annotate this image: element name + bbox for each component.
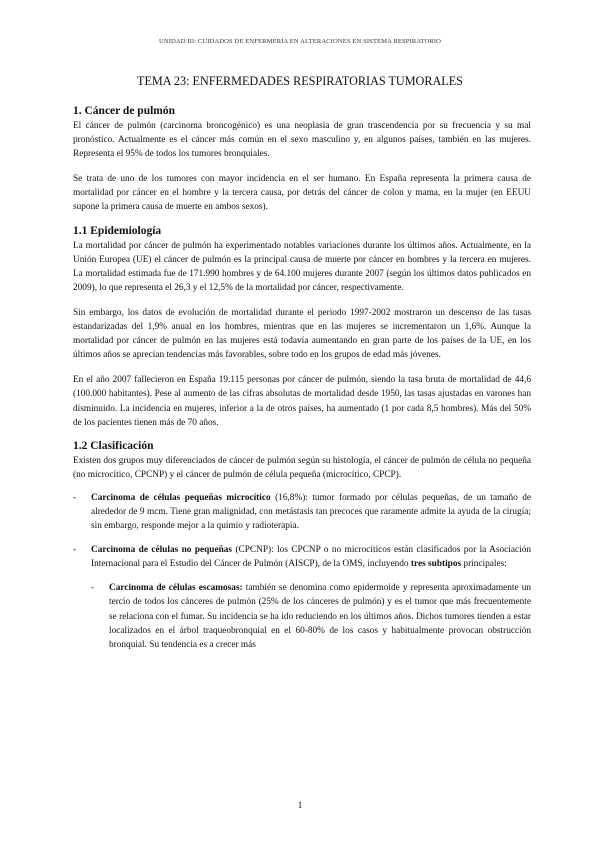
section-1-2-heading: 1.2 Clasificación — [73, 439, 154, 452]
classification-list — [73, 491, 531, 652]
sub-list-item-term: Carcinoma de células escamosas: — [109, 583, 243, 594]
list-item-description: (16,8%): tumor formado por células pequeñas, de un tamaño de alrededor de 9 mcm. Tiene gran malignidad, con metástasis tan precoces que raramente admite la ayuda de la cirugía; sin embargo, responde mejor a la quimio y radioterapia. — [91, 492, 531, 532]
list-item-emphasis: tres subtipos — [410, 559, 462, 570]
page-number: 1 — [297, 801, 303, 811]
sub-list-item — [91, 581, 531, 651]
list-item — [73, 543, 531, 571]
running-header: UNIDAD III: CUIDADOS DE ENFERMERÍA EN ALTERACIONES EN SISTEMA RESPIRATORIO — [159, 38, 441, 45]
section-1-1-paragraph-3: En el año 2007 fallecieron en España 19.115 personas por cáncer de pulmón, siendo la tasa bruta de mortalidad de 44,6 (100.000 habitantes). Pese al aumento de las cifras absolutas de mortalidad desde 1950, las tasas ajustadas en varones han disminuido. La incidencia en mujeres, inferior a la de otros países, ha aumentado (1 por cada 8,5 hombres). Más del 50% de los pacientes tienen más de 70 años. — [73, 375, 531, 428]
document-title: TEMA 23: ENFERMEDADES RESPIRATORIAS TUMORALES — [137, 74, 463, 88]
list-item-description: (CPCNP): los CPCNP o no microcíticos están clasificados por la Asociación Internacional para el Estudio del Cáncer de Pulmón (AISCP), de la OMS, incluyendo — [91, 545, 531, 570]
document-body — [73, 103, 531, 652]
sub-list-item-text — [109, 581, 531, 651]
section-1-1-paragraph-1: La mortalidad por cáncer de pulmón ha experimentado notables variaciones durante los últimos años. Actualmente, en la Unión Europea (UE) el cáncer de pulmón es la principal causa de muerte por cáncer en hombres y la tercera en mujeres. La mortalidad estimada fue de 171.990 hombres y de 64.100 mujeres durante 2007 (según los últimos datos publicados en 2009), lo que representa el 26,3 y el 12,5% de la mortalidad por cáncer, respectivamente. — [73, 240, 531, 293]
list-item-term: Carcinoma de células no pequeñas — [91, 545, 233, 556]
list-item-text — [91, 491, 531, 533]
section-1-2-intro: Existen dos grupos muy diferenciados de cáncer de pulmón según su histología, el cáncer de pulmón de célula no pequeña (no microcítico, CPCNP) y el cáncer de pulmón de célula pequeña (microcítico, CPCP). — [73, 455, 531, 480]
list-item-term: Carcinoma de células pequeñas microcítico — [91, 492, 271, 503]
list-dash: - — [73, 545, 77, 556]
section-1-paragraph-2: Se trata de uno de los tumores con mayor incidencia en el ser humano. En España representa la primera causa de mortalidad por cáncer en el hombre y la tercera causa, por detrás del cáncer de colon y mama, en la mujer (en EEUU supone la primera causa de muerte en ambos sexos). — [73, 174, 531, 213]
list-item-text — [91, 543, 531, 571]
list-item-description-end: principales: — [461, 559, 507, 570]
section-1-heading: 1. Cáncer de pulmón — [73, 105, 176, 117]
list-item — [73, 491, 531, 533]
sub-list-item-description: también se denomina como epidermoide y representa aproximadamente un tercio de todos los cánceres de pulmón (25% de los cánceres de pulmón) y es el tumor que más frecuentemente se relaciona con el fumar. Su incidencia se ha ido reduciendo en los últimos años. Dichos tumores tienden a estar localizados en el árbol traqueobronquial en el 60-80% de los casos y habitualmente provocan obstrucción bronquial. Su tendencia es a crecer más — [109, 583, 531, 650]
section-1-paragraph-1: El cáncer de pulmón (carcinoma broncogénico) es una neoplasia de gran trascendencia por su frecuencia y su mal pronóstico. Actualmente es el cáncer más común en el sexo masculino y, en algunos países, también en las mujeres. Representa el 95% de todos los tumores bronquiales. — [73, 121, 531, 160]
section-1-1-heading: 1.1 Epidemiología — [73, 224, 162, 237]
list-dash: - — [73, 492, 77, 503]
list-dash: - — [91, 583, 95, 594]
section-1-1-paragraph-2: Sin embargo, los datos de evolución de mortalidad durante el periodo 1997-2002 mostraron un descenso de las tasas estandarizadas del 1,9% anual en los hombres, mientras que en las mujeres se incrementaron un 1,6%. Aunque la mortalidad por cáncer de pulmón en las mujeres está todavía aumentando en gran parte de los países de la UE, en los últimos años se aprecian tendencias más favorables, sobre todo en los grupos de edad más jóvenes. — [73, 307, 531, 361]
